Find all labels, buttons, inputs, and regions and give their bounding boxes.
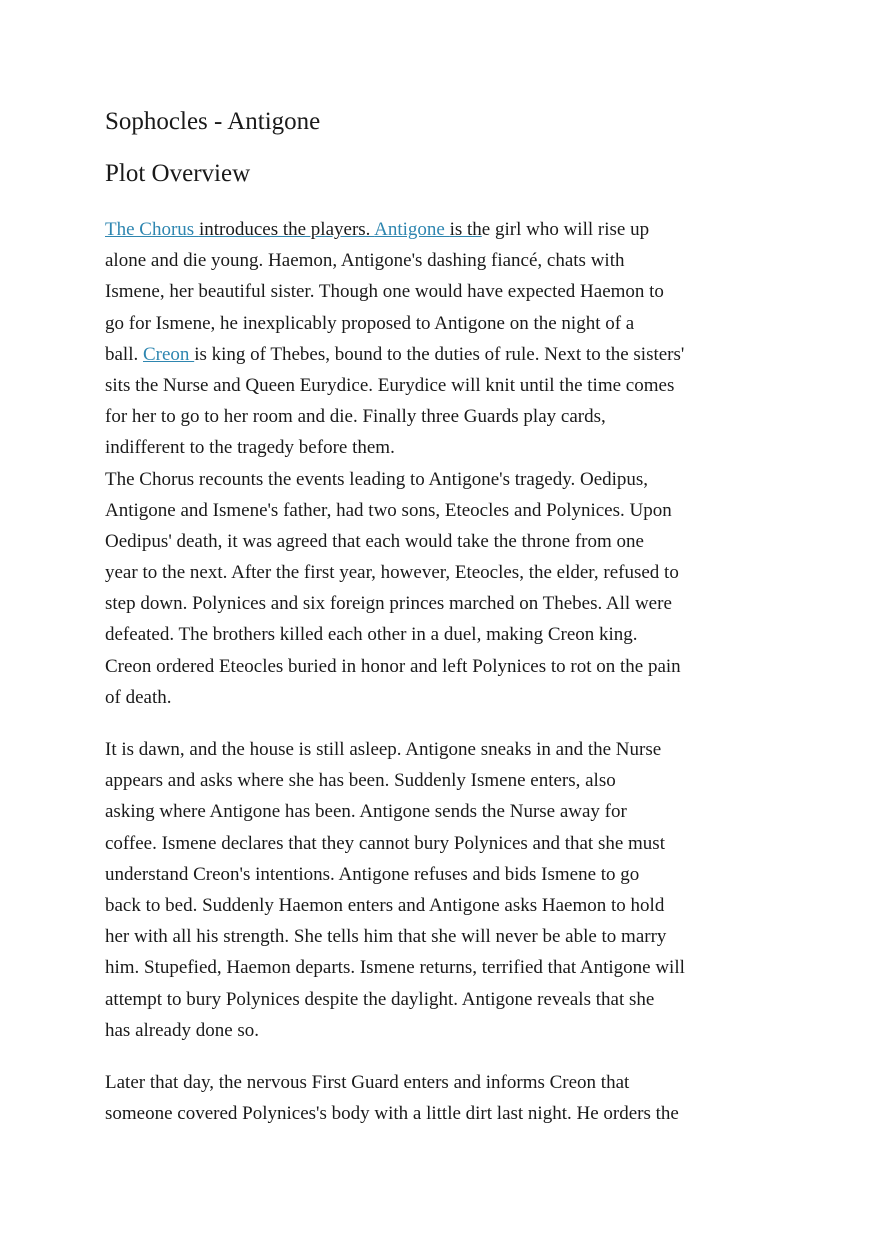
- paragraph-3: [105, 1067, 725, 1129]
- paragraph-line: asking where Antigone has been. Antigone sends the Nurse away for: [105, 801, 627, 823]
- paragraph-1: [105, 214, 725, 713]
- paragraph-line: back to bed. Suddenly Haemon enters and Antigone asks Haemon to hold: [105, 894, 665, 916]
- paragraph-line: It is dawn, and the house is still asleep. Antigone sneaks in and the Nurse: [105, 739, 662, 760]
- document-title: Sophocles - Antigone: [105, 108, 321, 135]
- paragraph-line: The Chorus recounts the events leading to Antigone's tragedy. Oedipus,: [105, 468, 649, 490]
- link-antigone[interactable]: Antigone: [374, 219, 450, 240]
- paragraph-line: him. Stupefied, Haemon departs. Ismene returns, terrified that Antigone will: [105, 957, 685, 979]
- paragraph-line: sits the Nurse and Queen Eurydice. Eurydice will knit until the time comes: [105, 374, 675, 396]
- paragraph-text: ball.: [105, 343, 143, 365]
- paragraph-line: for her to go to her room and die. Finally three Guards play cards,: [105, 406, 606, 428]
- paragraph-text: e girl who will rise up: [481, 219, 650, 240]
- paragraph-line: attempt to bury Polynices despite the daylight. Antigone reveals that she: [105, 988, 655, 1010]
- paragraph-line: has already done so.: [105, 1019, 260, 1041]
- paragraph-line: understand Creon's intentions. Antigone refuses and bids Ismene to go: [105, 863, 640, 885]
- paragraph-text: is th: [449, 219, 482, 240]
- paragraph-line: go for Ismene, he inexplicably proposed to Antigone on the night of a: [105, 312, 635, 334]
- section-heading-plot-overview: Plot Overview: [105, 160, 251, 187]
- paragraph-line: Creon ordered Eteocles buried in honor and left Polynices to rot on the pain: [105, 655, 681, 677]
- paragraph-line: [105, 214, 725, 245]
- paragraph-line: appears and asks where she has been. Suddenly Ismene enters, also: [105, 770, 616, 792]
- paragraph-line: someone covered Polynices's body with a little dirt last night. He orders the: [105, 1103, 679, 1125]
- paragraph-2: [105, 734, 725, 1046]
- paragraph-line: year to the next. After the first year, however, Eteocles, the elder, refused to: [105, 562, 679, 584]
- paragraph-line: Later that day, the nervous First Guard enters and informs Creon that: [105, 1072, 630, 1093]
- paragraph-line: Oedipus' death, it was agreed that each would take the throne from one: [105, 530, 644, 552]
- paragraph-line: defeated. The brothers killed each other in a duel, making Creon king.: [105, 624, 638, 646]
- paragraph-line: step down. Polynices and six foreign princes marched on Thebes. All were: [105, 593, 672, 615]
- paragraph-line: coffee. Ismene declares that they cannot bury Polynices and that she must: [105, 832, 665, 854]
- paragraph-line: [105, 339, 725, 370]
- paragraph-text: is king of Thebes, bound to the duties of rule. Next to the sisters': [194, 343, 685, 365]
- paragraph-line: her with all his strength. She tells him that she will never be able to marry: [105, 926, 667, 948]
- paragraph-line: of death.: [105, 686, 172, 708]
- paragraph-line: Antigone and Ismene's father, had two sons, Eteocles and Polynices. Upon: [105, 499, 672, 521]
- paragraph-line: alone and die young. Haemon, Antigone's dashing fiancé, chats with: [105, 250, 625, 272]
- link-creon[interactable]: Creon: [143, 343, 195, 365]
- paragraph-line: indifferent to the tragedy before them.: [105, 437, 395, 459]
- paragraph-line: Ismene, her beautiful sister. Though one would have expected Haemon to: [105, 281, 664, 303]
- link-the-chorus[interactable]: The Chorus: [105, 219, 199, 240]
- paragraph-text: introduces the players.: [198, 219, 375, 240]
